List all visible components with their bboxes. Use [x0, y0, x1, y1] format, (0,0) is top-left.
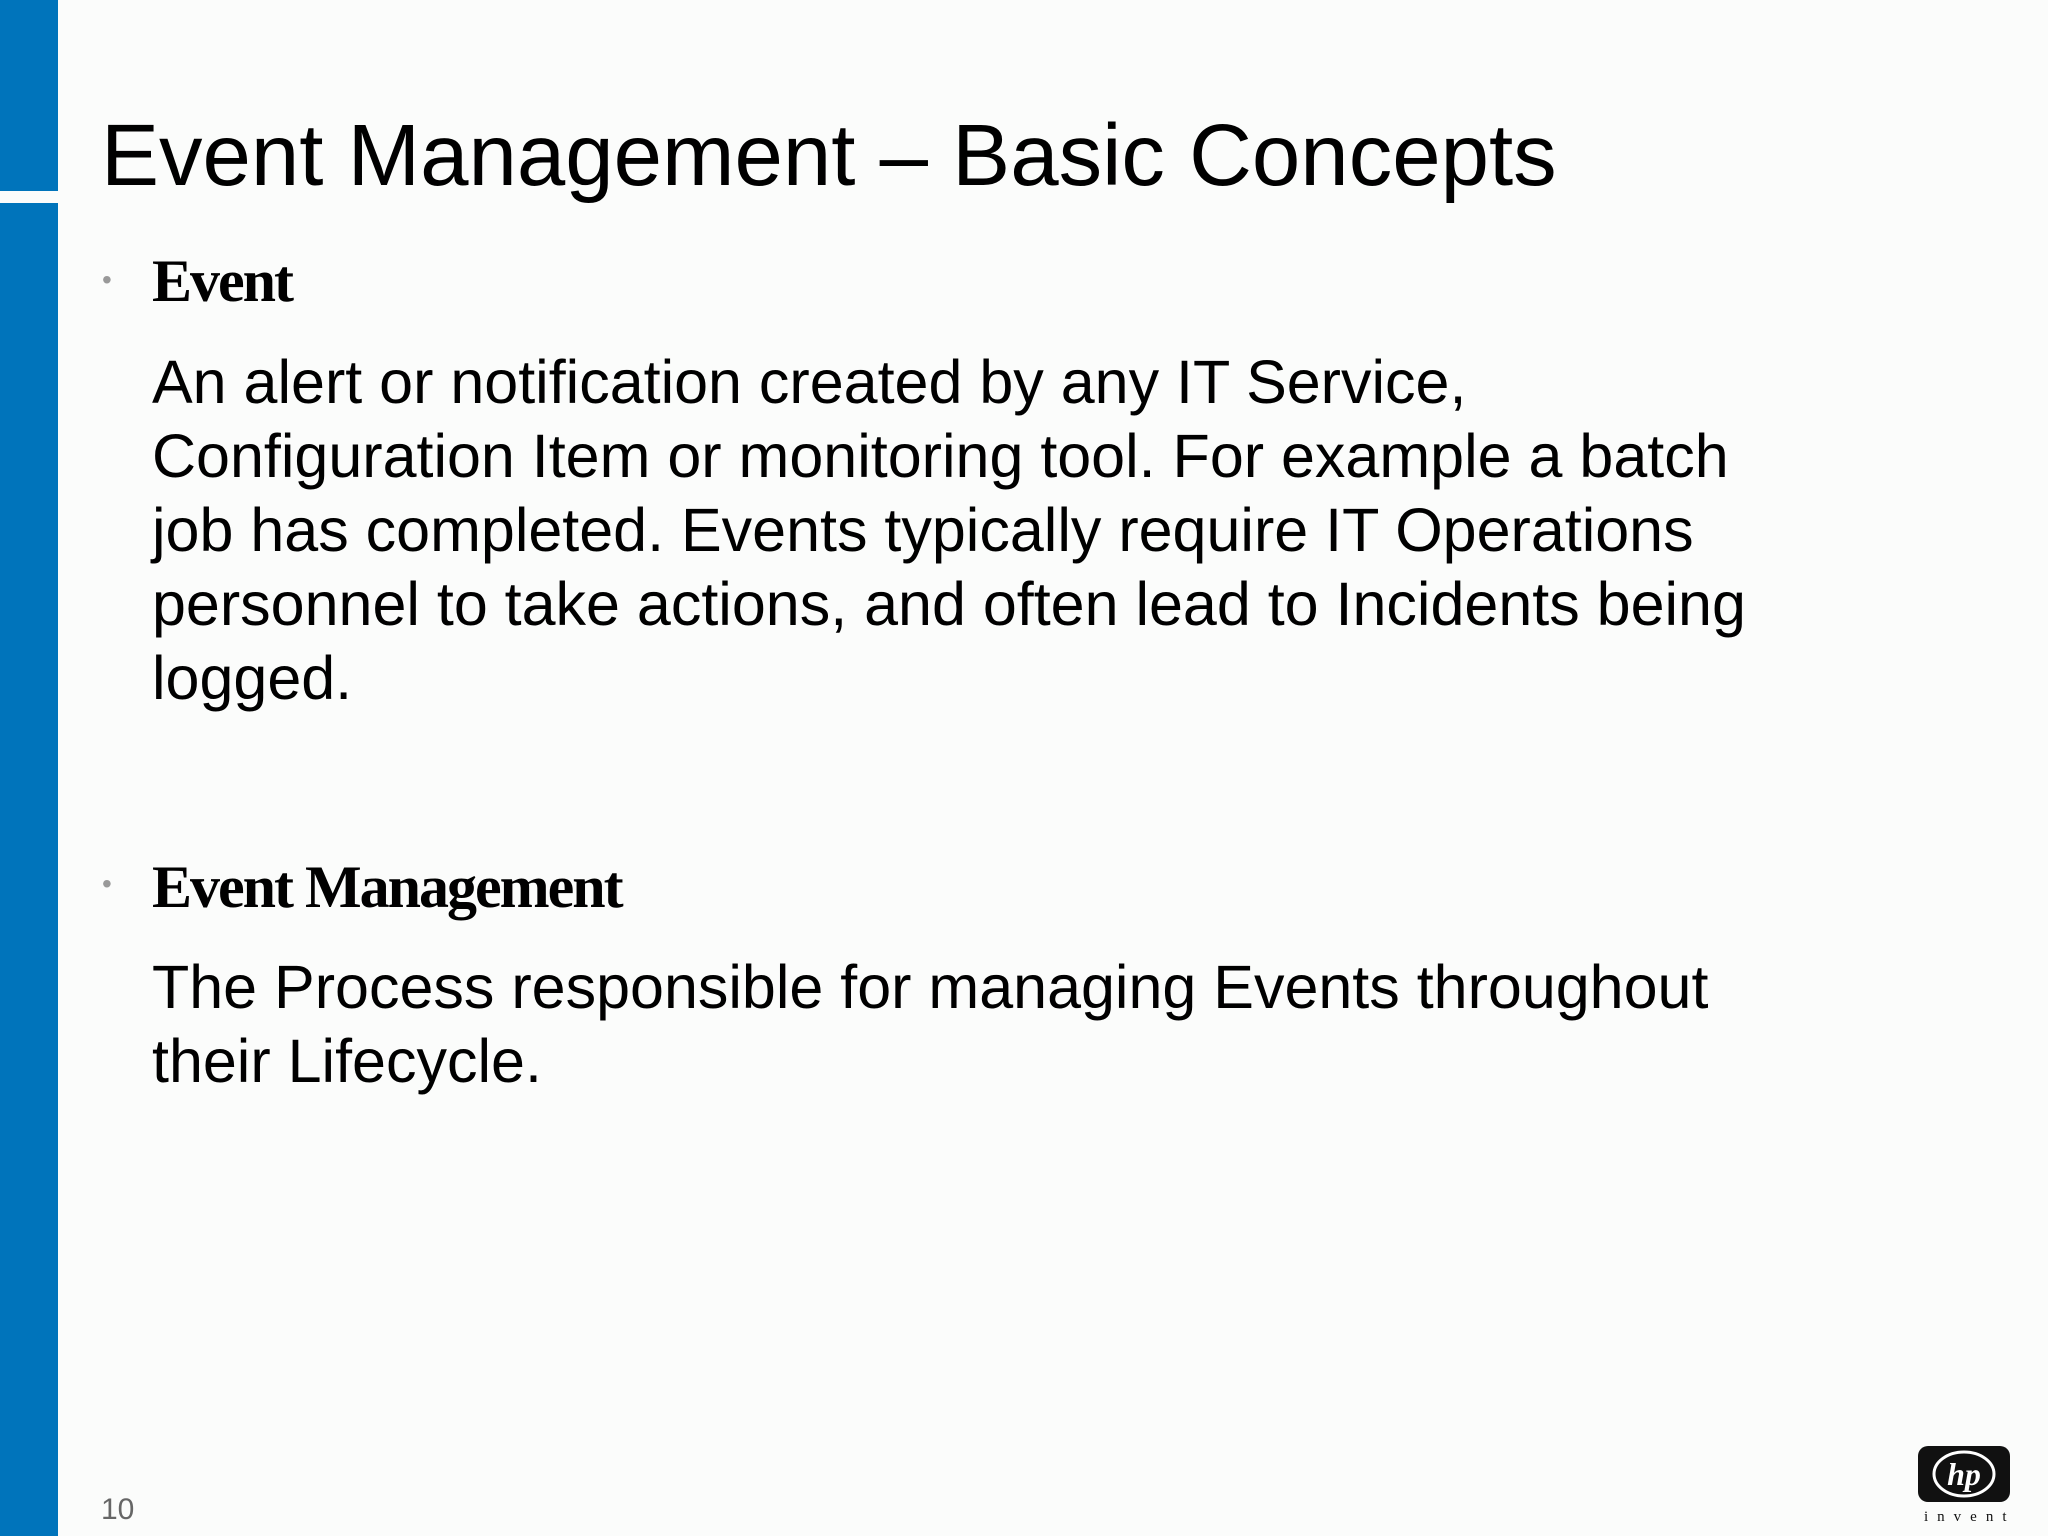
term-event-management: Event Management — [152, 854, 622, 920]
accent-bar — [0, 203, 58, 1536]
bullet-dot-icon: • — [102, 264, 112, 295]
page-number: 10 — [101, 1493, 135, 1526]
accent-bar-top — [0, 0, 58, 191]
accent-bar-gap — [0, 191, 58, 203]
hp-logo-icon — [1918, 1446, 2010, 1502]
bullet-dot-icon: • — [102, 868, 112, 899]
definition-event: An alert or notification created by any IT Service, Configuration Item or monitoring tool. For example a batch job has completed. Events typically require IT Operations personnel to take actions, and often lead to Incidents being logged. — [152, 348, 1746, 712]
hp-logo — [1918, 1446, 2014, 1528]
term-event: Event — [152, 248, 292, 314]
definition-event-management: The Process responsible for managing Events throughout their Lifecycle. — [152, 953, 1709, 1095]
hp-logo-mark: hp — [1947, 1456, 1981, 1492]
hp-logo-tagline: invent — [1924, 1509, 2016, 1525]
slide-title: Event Management – Basic Concepts — [101, 107, 1557, 204]
